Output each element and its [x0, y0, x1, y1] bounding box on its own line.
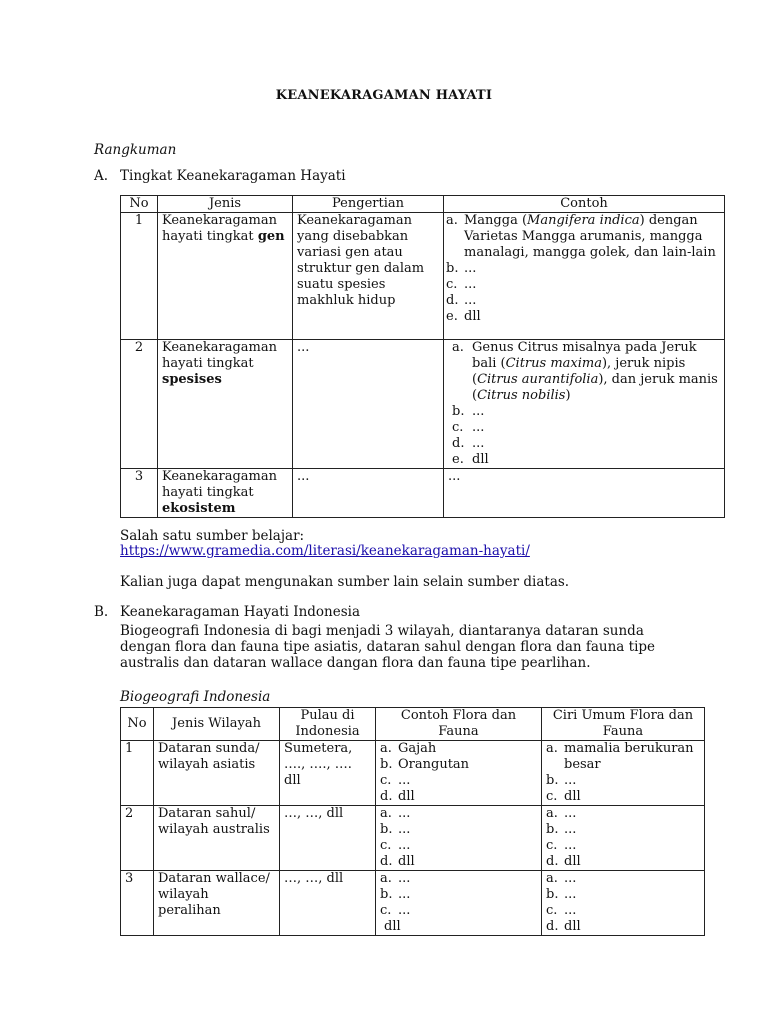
table-row: [121, 806, 705, 871]
row-contoh: [444, 340, 725, 469]
contoh-text: Mangga (: [464, 213, 528, 228]
row-jenis: [158, 340, 293, 469]
paragraph-line: australis dan dataran wallace dangan flora dan fauna tipe pearlihan.: [120, 655, 591, 671]
table-header-contoh-flora-fauna: Contoh Flora dan Fauna: [376, 708, 542, 741]
sumber-link[interactable]: https://www.gramedia.com/literasi/keanekaragaman-hayati/: [120, 543, 530, 559]
list-item: b. ...: [546, 773, 577, 788]
row-contoh: [376, 741, 542, 806]
list-item: c. ...: [380, 903, 411, 918]
table-row: [121, 213, 725, 340]
row-contoh: [444, 213, 725, 340]
list-item: a. Genus Citrus misalnya pada Jeruk bali (Citrus maxima), jeruk nipis (Citrus aurantifolia), dan jeruk manis (Citrus nobilis): [452, 340, 718, 403]
row-pengertian: ...: [293, 469, 444, 518]
list-item: c. dll: [546, 789, 581, 804]
species-name: Mangifera indica: [527, 213, 640, 228]
list-item: c. ...: [546, 903, 577, 918]
list-item: b. ...: [452, 404, 485, 419]
contoh-text: ) dengan Varietas Mangga arumanis, mangga manalagi, mangga golek, dan lain-lain: [464, 213, 716, 260]
list-item: d. dll: [546, 919, 581, 934]
list-item: a. Gajah: [380, 741, 437, 756]
table-header-pulau: Pulau di Indonesia: [280, 708, 376, 741]
list-item: b. Orangutan: [380, 757, 470, 772]
row-wilayah: Dataran sahul/ wilayah australis: [154, 806, 280, 871]
row-no: 1: [121, 213, 158, 340]
row-pengertian: Keanekaragaman yang disebabkan variasi gen atau struktur gen dalam suatu spesies makhluk hidup: [293, 213, 444, 340]
row-pulau: …, …, dll: [280, 806, 376, 871]
list-marker: a.: [452, 340, 464, 355]
list-item: e. dll: [452, 452, 489, 467]
list-item: c. ...: [380, 838, 411, 853]
row-ciri: [542, 871, 705, 936]
section-b-paragraph: [120, 623, 740, 671]
table-header-no: No: [121, 196, 158, 213]
list-item: b. ...: [546, 822, 577, 837]
row-contoh: [376, 806, 542, 871]
list-item: b. ...: [546, 887, 577, 902]
section-b-title: Keanekaragaman Hayati Indonesia: [120, 604, 361, 620]
jenis-bold: spesises: [162, 372, 222, 387]
row-pengertian: ...: [293, 340, 444, 469]
list-item: c. ...: [380, 773, 411, 788]
list-item: b. ...: [380, 887, 411, 902]
section-a-title: Tingkat Keanekaragaman Hayati: [120, 168, 346, 184]
jenis-prefix: Keanekaragaman hayati tingkat: [162, 469, 277, 500]
table-header-no: No: [121, 708, 154, 741]
jenis-prefix: Keanekaragaman hayati tingkat: [162, 340, 277, 371]
table-tingkat-keanekaragaman: [120, 195, 725, 518]
row-pulau: …, …, dll: [280, 871, 376, 936]
sumber-lain-text: Kalian juga dapat mengunakan sumber lain selain sumber diatas.: [120, 574, 570, 590]
row-no: 3: [121, 469, 158, 518]
table-header-row: [121, 196, 725, 213]
table-row: [121, 469, 725, 518]
table-header-jenis: Jenis: [158, 196, 293, 213]
table-header-jenis-wilayah: Jenis Wilayah: [154, 708, 280, 741]
row-no: 2: [121, 806, 154, 871]
document-title: KEANEKARAGAMAN HAYATI: [275, 88, 493, 103]
table-header-pengertian: Pengertian: [293, 196, 444, 213]
rangkuman-label: Rangkuman: [94, 142, 177, 158]
table-row: [121, 340, 725, 469]
list-item: e. dll: [446, 309, 481, 324]
species-name: Citrus aurantifolia: [477, 372, 599, 387]
list-item: a. ...: [380, 871, 411, 886]
list-item: d. dll: [546, 854, 581, 869]
list-item: d. dll: [380, 854, 415, 869]
list-item: c. ...: [546, 838, 577, 853]
list-item: a. ...: [546, 806, 577, 821]
table-header-contoh: Contoh: [444, 196, 725, 213]
row-contoh: [376, 871, 542, 936]
list-item: b. ...: [446, 261, 477, 276]
row-ciri: [542, 806, 705, 871]
row-jenis: [158, 469, 293, 518]
list-item: a. mamalia berukuran besar: [546, 741, 694, 772]
list-item: dll: [384, 919, 401, 934]
table-header-ciri-umum: Ciri Umum Flora dan Fauna: [542, 708, 705, 741]
list-item: c. ...: [452, 420, 485, 435]
row-jenis: [158, 213, 293, 340]
section-b-heading: [94, 604, 360, 620]
paragraph-line: Biogeografi Indonesia di bagi menjadi 3 wilayah, diantaranya dataran sunda: [120, 623, 644, 639]
row-wilayah: Dataran sunda/ wilayah asiatis: [154, 741, 280, 806]
table-row: [121, 741, 705, 806]
row-wilayah: Dataran wallace/ wilayah peralihan: [154, 871, 280, 936]
section-a-heading: [94, 168, 346, 184]
jenis-bold: gen: [257, 229, 285, 244]
row-ciri: [542, 741, 705, 806]
paragraph-line: dengan flora dan fauna tipe asiatis, dataran sahul dengan flora dan fauna tipe: [120, 639, 656, 655]
list-item: d. ...: [446, 293, 477, 308]
list-item: d. ...: [452, 436, 485, 451]
list-item: a. ...: [380, 806, 411, 821]
row-no: 1: [121, 741, 154, 806]
list-marker: a.: [446, 213, 458, 228]
table-row: [121, 871, 705, 936]
list-item: [446, 213, 720, 261]
table2-caption: Biogeografi Indonesia: [120, 689, 271, 705]
row-no: 2: [121, 340, 158, 469]
species-name: Citrus maxima: [505, 356, 602, 371]
jenis-bold: ekosistem: [162, 501, 236, 516]
row-no: 3: [121, 871, 154, 936]
jenis-prefix: Keanekaragaman hayati tingkat: [162, 213, 277, 244]
table-biogeografi: [120, 707, 705, 936]
section-b-marker: B.: [94, 604, 109, 620]
table-header-row: [121, 708, 705, 741]
list-item: a. ...: [546, 871, 577, 886]
list-item: d. dll: [380, 789, 415, 804]
section-a-marker: A.: [94, 168, 109, 184]
species-name: Citrus nobilis: [477, 388, 566, 403]
row-pulau: Sumetera, …., …., …. dll: [280, 741, 376, 806]
sumber-label: Salah satu sumber belajar:: [120, 528, 305, 544]
list-item: c. ...: [446, 277, 477, 292]
row-contoh: ...: [444, 469, 725, 518]
list-item: b. ...: [380, 822, 411, 837]
